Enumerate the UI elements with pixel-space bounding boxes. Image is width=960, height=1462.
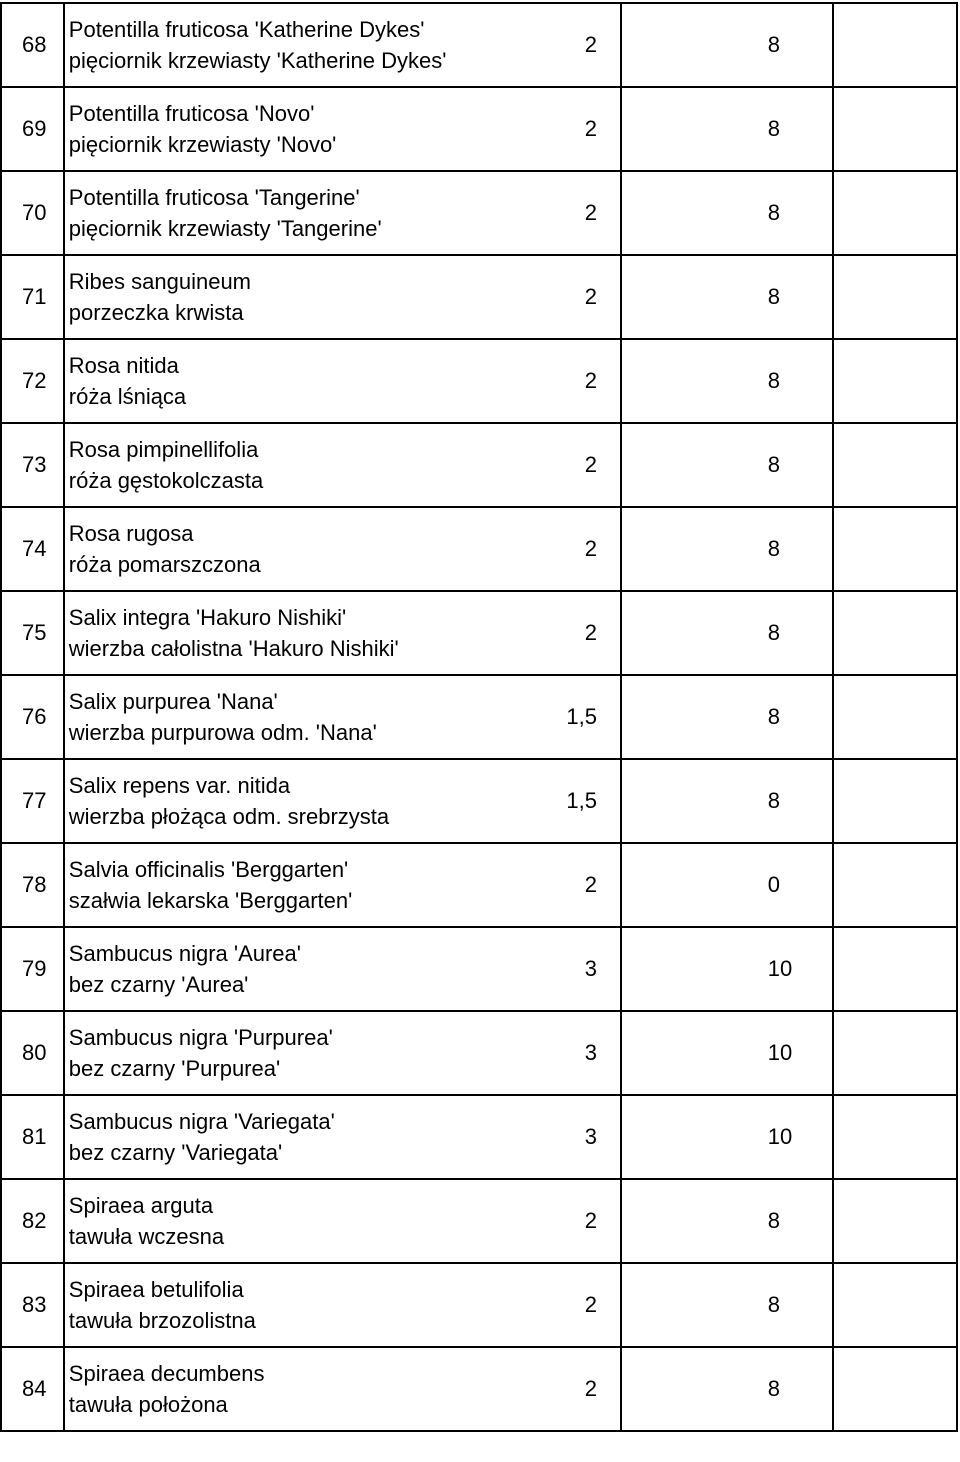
empty-cell xyxy=(833,1011,957,1095)
value-b: 10 xyxy=(767,1040,793,1065)
table-row xyxy=(1,759,957,843)
value-a: 3 xyxy=(584,956,597,981)
latin-name: Salvia officinalis 'Berggarten' xyxy=(68,857,349,882)
plant-name-cell xyxy=(64,255,621,339)
row-number: 74 xyxy=(1,507,64,591)
row-number: 75 xyxy=(1,591,64,675)
value-b: 8 xyxy=(767,620,781,645)
latin-name: Salix integra 'Hakuro Nishiki' xyxy=(68,605,347,630)
row-number: 69 xyxy=(1,87,64,171)
values-cell xyxy=(584,339,781,423)
empty-cell xyxy=(833,759,957,843)
table-row xyxy=(1,171,957,255)
row-number: 79 xyxy=(1,927,64,1011)
row-number: 68 xyxy=(1,3,64,87)
table-row xyxy=(1,1011,957,1095)
polish-name: bez czarny 'Purpurea' xyxy=(68,1056,281,1081)
empty-cell xyxy=(833,1347,957,1431)
plant-name-cell xyxy=(64,1179,621,1263)
values-cell xyxy=(584,927,793,1011)
table-row xyxy=(1,3,957,87)
latin-name: Spiraea decumbens xyxy=(68,1361,265,1386)
row-number: 82 xyxy=(1,1179,64,1263)
empty-cell xyxy=(833,171,957,255)
table-row xyxy=(1,255,957,339)
empty-cell xyxy=(833,87,957,171)
plant-name-cell xyxy=(64,843,621,927)
polish-name: wierzba płożąca odm. srebrzysta xyxy=(68,804,390,829)
values-cell xyxy=(566,759,781,843)
value-a: 1,5 xyxy=(566,788,597,813)
plant-name-cell xyxy=(64,591,621,675)
value-b: 8 xyxy=(767,32,781,57)
values-cell xyxy=(566,675,781,759)
latin-name: Rosa nitida xyxy=(68,353,179,378)
table-row xyxy=(1,339,957,423)
value-b: 8 xyxy=(767,116,781,141)
polish-name: tawuła wczesna xyxy=(68,1224,225,1249)
values-cell xyxy=(584,843,781,927)
latin-name: Ribes sanguineum xyxy=(68,269,252,294)
value-a: 2 xyxy=(584,1292,597,1317)
empty-cell xyxy=(833,255,957,339)
row-number: 81 xyxy=(1,1095,64,1179)
row-number: 76 xyxy=(1,675,64,759)
plant-name-cell xyxy=(64,1347,621,1431)
value-a: 1,5 xyxy=(566,704,597,729)
value-a: 2 xyxy=(584,872,597,897)
table-row xyxy=(1,1179,957,1263)
latin-name: Potentilla fruticosa 'Katherine Dykes' xyxy=(68,17,425,42)
empty-cell xyxy=(833,339,957,423)
table-row xyxy=(1,591,957,675)
plant-name-cell xyxy=(64,759,621,843)
plant-name-cell xyxy=(64,171,621,255)
latin-name: Salix repens var. nitida xyxy=(68,773,291,798)
value-b: 8 xyxy=(767,536,781,561)
row-number: 83 xyxy=(1,1263,64,1347)
values-cell xyxy=(584,1095,793,1179)
latin-name: Salix purpurea 'Nana' xyxy=(68,689,278,714)
values-cell xyxy=(584,3,781,87)
value-b: 8 xyxy=(767,704,781,729)
row-number: 70 xyxy=(1,171,64,255)
latin-name: Spiraea arguta xyxy=(68,1193,214,1218)
latin-name: Rosa rugosa xyxy=(68,521,194,546)
row-number: 78 xyxy=(1,843,64,927)
polish-name: wierzba purpurowa odm. 'Nana' xyxy=(68,720,377,745)
polish-name: bez czarny 'Aurea' xyxy=(68,972,249,997)
value-b: 8 xyxy=(767,200,781,225)
plant-name-cell xyxy=(64,675,621,759)
latin-name: Sambucus nigra 'Aurea' xyxy=(68,941,301,966)
latin-name: Sambucus nigra 'Purpurea' xyxy=(68,1025,333,1050)
plant-name-cell xyxy=(64,3,621,87)
latin-name: Rosa pimpinellifolia xyxy=(68,437,259,462)
plant-name-cell xyxy=(64,1011,621,1095)
values-cell xyxy=(584,87,781,171)
plant-name-cell xyxy=(64,339,621,423)
polish-name: szałwia lekarska 'Berggarten' xyxy=(68,888,353,913)
latin-name: Sambucus nigra 'Variegata' xyxy=(68,1109,335,1134)
plant-name-cell xyxy=(64,1263,621,1347)
values-cell xyxy=(584,591,781,675)
table-row xyxy=(1,1347,957,1431)
row-number: 71 xyxy=(1,255,64,339)
row-number: 77 xyxy=(1,759,64,843)
plant-name-cell xyxy=(64,423,621,507)
values-cell xyxy=(584,1011,793,1095)
row-number: 73 xyxy=(1,423,64,507)
value-a: 3 xyxy=(584,1040,597,1065)
row-number: 72 xyxy=(1,339,64,423)
plant-name-cell xyxy=(64,1095,621,1179)
values-cell xyxy=(584,1263,781,1347)
polish-name: wierzba całolistna 'Hakuro Nishiki' xyxy=(68,636,399,661)
value-b: 8 xyxy=(767,1208,781,1233)
value-b: 8 xyxy=(767,788,781,813)
value-a: 2 xyxy=(584,200,597,225)
table-row xyxy=(1,507,957,591)
value-b: 8 xyxy=(767,452,781,477)
empty-cell xyxy=(833,675,957,759)
polish-name: tawuła położona xyxy=(68,1392,228,1417)
value-a: 2 xyxy=(584,536,597,561)
polish-name: porzeczka krwista xyxy=(68,300,244,325)
empty-cell xyxy=(833,591,957,675)
value-a: 2 xyxy=(584,620,597,645)
table-row xyxy=(1,675,957,759)
empty-cell xyxy=(833,423,957,507)
values-cell xyxy=(584,423,781,507)
values-cell xyxy=(584,255,781,339)
empty-cell xyxy=(833,507,957,591)
empty-cell xyxy=(833,1095,957,1179)
value-a: 2 xyxy=(584,116,597,141)
row-number: 80 xyxy=(1,1011,64,1095)
empty-cell xyxy=(833,927,957,1011)
value-a: 2 xyxy=(584,1208,597,1233)
value-b: 0 xyxy=(767,872,781,897)
value-b: 10 xyxy=(767,956,793,981)
values-cell xyxy=(584,507,781,591)
table-row xyxy=(1,1095,957,1179)
row-number: 84 xyxy=(1,1347,64,1431)
empty-cell xyxy=(833,1263,957,1347)
value-b: 8 xyxy=(767,284,781,309)
empty-cell xyxy=(833,843,957,927)
value-b: 8 xyxy=(767,368,781,393)
values-cell xyxy=(584,171,781,255)
value-b: 8 xyxy=(767,1292,781,1317)
value-b: 10 xyxy=(767,1124,793,1149)
table-row xyxy=(1,87,957,171)
polish-name: tawuła brzozolistna xyxy=(68,1308,256,1333)
latin-name: Potentilla fruticosa 'Tangerine' xyxy=(68,185,360,210)
empty-cell xyxy=(833,1179,957,1263)
table-body xyxy=(1,3,957,1431)
polish-name: pięciornik krzewiasty 'Tangerine' xyxy=(68,216,382,241)
plant-name-cell xyxy=(64,507,621,591)
table-row xyxy=(1,843,957,927)
value-a: 2 xyxy=(584,368,597,393)
values-cell xyxy=(584,1347,781,1431)
polish-name: pięciornik krzewiasty 'Katherine Dykes' xyxy=(68,48,447,73)
values-cell xyxy=(584,1179,781,1263)
value-a: 2 xyxy=(584,284,597,309)
value-a: 2 xyxy=(584,452,597,477)
value-a: 2 xyxy=(584,32,597,57)
table-row xyxy=(1,1263,957,1347)
polish-name: róża pomarszczona xyxy=(68,552,261,577)
polish-name: bez czarny 'Variegata' xyxy=(68,1140,283,1165)
value-a: 2 xyxy=(584,1376,597,1401)
polish-name: pięciornik krzewiasty 'Novo' xyxy=(68,132,337,157)
plant-name-cell xyxy=(64,927,621,1011)
table-row xyxy=(1,423,957,507)
latin-name: Spiraea betulifolia xyxy=(68,1277,244,1302)
value-a: 3 xyxy=(584,1124,597,1149)
table-row xyxy=(1,927,957,1011)
latin-name: Potentilla fruticosa 'Novo' xyxy=(68,101,315,126)
polish-name: róża gęstokolczasta xyxy=(68,468,264,493)
polish-name: róża lśniąca xyxy=(68,384,187,409)
empty-cell xyxy=(833,3,957,87)
plant-name-cell xyxy=(64,87,621,171)
value-b: 8 xyxy=(767,1376,781,1401)
plant-list-table xyxy=(0,2,958,1432)
